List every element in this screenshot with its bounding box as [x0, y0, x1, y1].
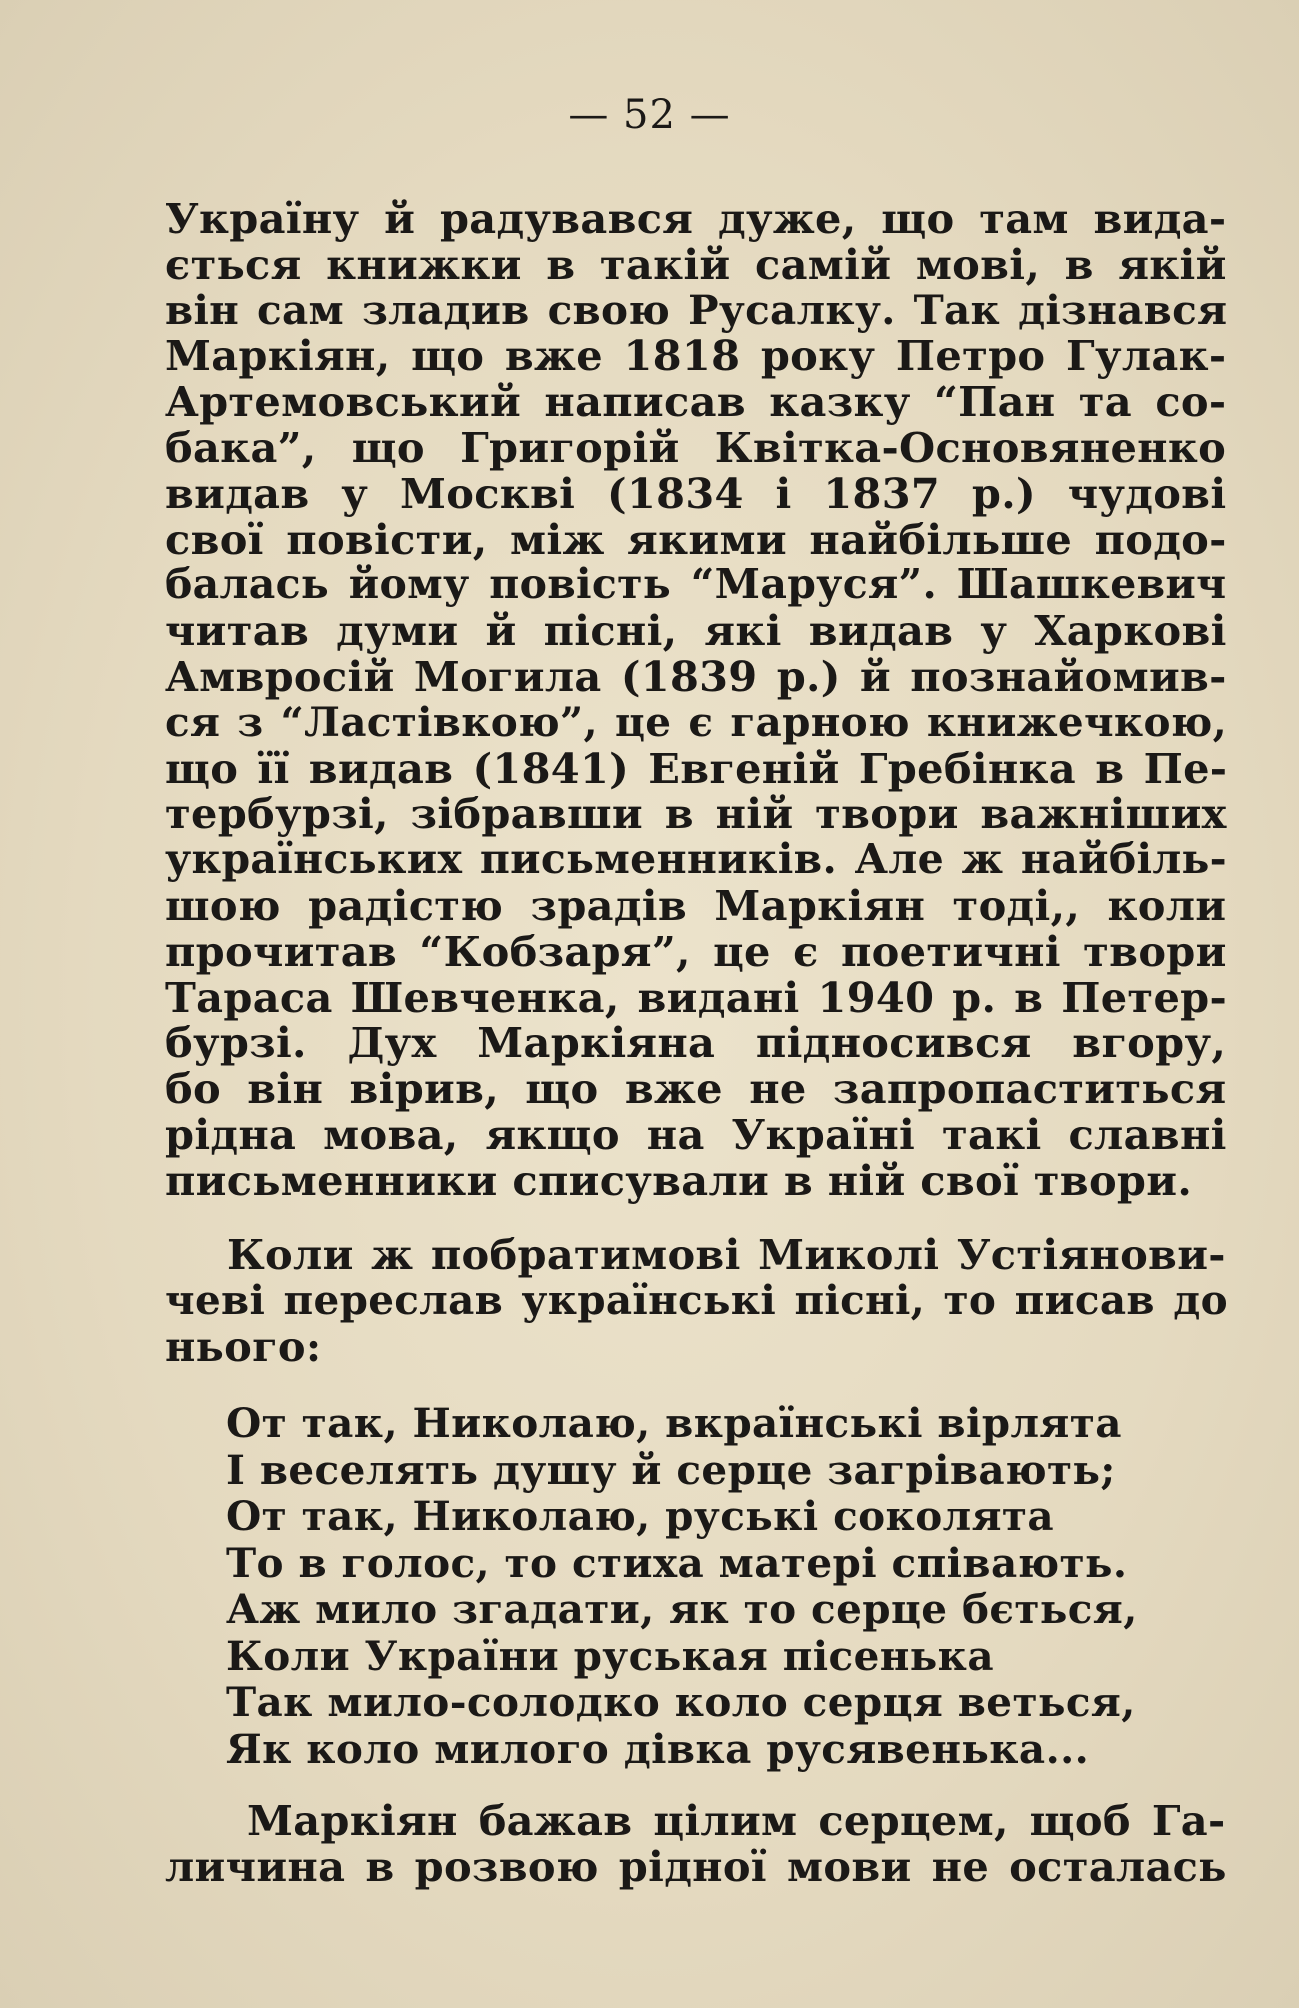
- text-line: тербурзі, зібравши в ній твори важніших: [165, 789, 1227, 839]
- text-line: Маркіян, що вже 1818 року Петро Гулак-: [165, 331, 1227, 381]
- poem-line: Аж мило згадати, як то серце бється,: [226, 1585, 1138, 1633]
- text-line: видав у Москві (1834 і 1837 р.) чудові: [165, 468, 1227, 518]
- poem-line: І веселять душу й серце загрівають;: [226, 1445, 1116, 1494]
- poem-line: То в голос, то стиха матері співають.: [226, 1538, 1128, 1587]
- text-line: чеві переслав українські пісні, то писав до: [165, 1275, 1228, 1324]
- text-line: личина в розвою рідної мови не осталась: [165, 1841, 1227, 1891]
- text-line: Маркіян бажав цілим серцем, щоб Га-: [247, 1796, 1226, 1845]
- text-line: бурзі. Дух Маркіяна підносився вгору,: [165, 1018, 1227, 1068]
- poem-line: От так, Николаю, руські соколята: [226, 1492, 1055, 1540]
- paragraph-2: [165, 1230, 1228, 1371]
- text-line: бо він вірив, що вже не запропаститься: [165, 1064, 1227, 1114]
- text-line: ється книжки в такій самій мові, в якій: [165, 239, 1227, 289]
- text-line: балась йому повість “Маруся”. Шашкевич: [165, 560, 1227, 609]
- poem-line: Як коло милого дівка русявенька...: [226, 1724, 1090, 1773]
- poem-quote: [226, 1400, 1138, 1772]
- text-line: що її видав (1841) Евгеній Гребінка в Пе-: [165, 743, 1228, 793]
- text-line: свої повісти, між якими найбільше подо-: [165, 514, 1227, 564]
- page-number: — 52 —: [568, 92, 731, 138]
- text-line: українських письменників. Але ж найбіль-: [165, 835, 1227, 884]
- paragraph-3: [165, 1796, 1227, 1891]
- text-line: Амвросій Могила (1839 р.) й познайомив-: [165, 651, 1227, 701]
- text-line: читав думи й пісні, які видав у Харкові: [165, 606, 1227, 656]
- text-line: Коли ж побратимові Миколі Устіянови-: [227, 1230, 1226, 1279]
- text-line: бака”, що Григорій Квітка-Основяненко: [165, 422, 1227, 472]
- text-line: прочитав “Кобзаря”, це є поетичні твори: [165, 926, 1227, 976]
- text-line: ся з “Ластівкою”, це є гарною книжечкою,: [165, 697, 1227, 746]
- text-line: письменники списували в ній свої твори.: [165, 1155, 1193, 1205]
- text-line: нього:: [165, 1321, 322, 1371]
- text-line: Тараса Шевченка, видані 1940 р. в Петер-: [165, 972, 1227, 1022]
- poem-line: Так мило-солодко коло серця веться,: [226, 1678, 1136, 1726]
- paragraph-1: [165, 194, 1228, 1205]
- text-line: рідна мова, якщо на Україні такі славні: [165, 1109, 1227, 1159]
- text-line: Україну й радувався дуже, що там вида-: [165, 194, 1227, 243]
- text-line: шою радістю зрадів Маркіян тоді,, коли: [165, 880, 1227, 930]
- poem-line: Коли України руськая пісенька: [226, 1631, 994, 1680]
- poem-line: От так, Николаю, вкраїнські вірлята: [226, 1399, 1122, 1447]
- text-line: він сам зладив свою Русалку. Так дізнався: [165, 285, 1228, 334]
- text-line: Артемовський написав казку “Пан та со-: [165, 377, 1227, 427]
